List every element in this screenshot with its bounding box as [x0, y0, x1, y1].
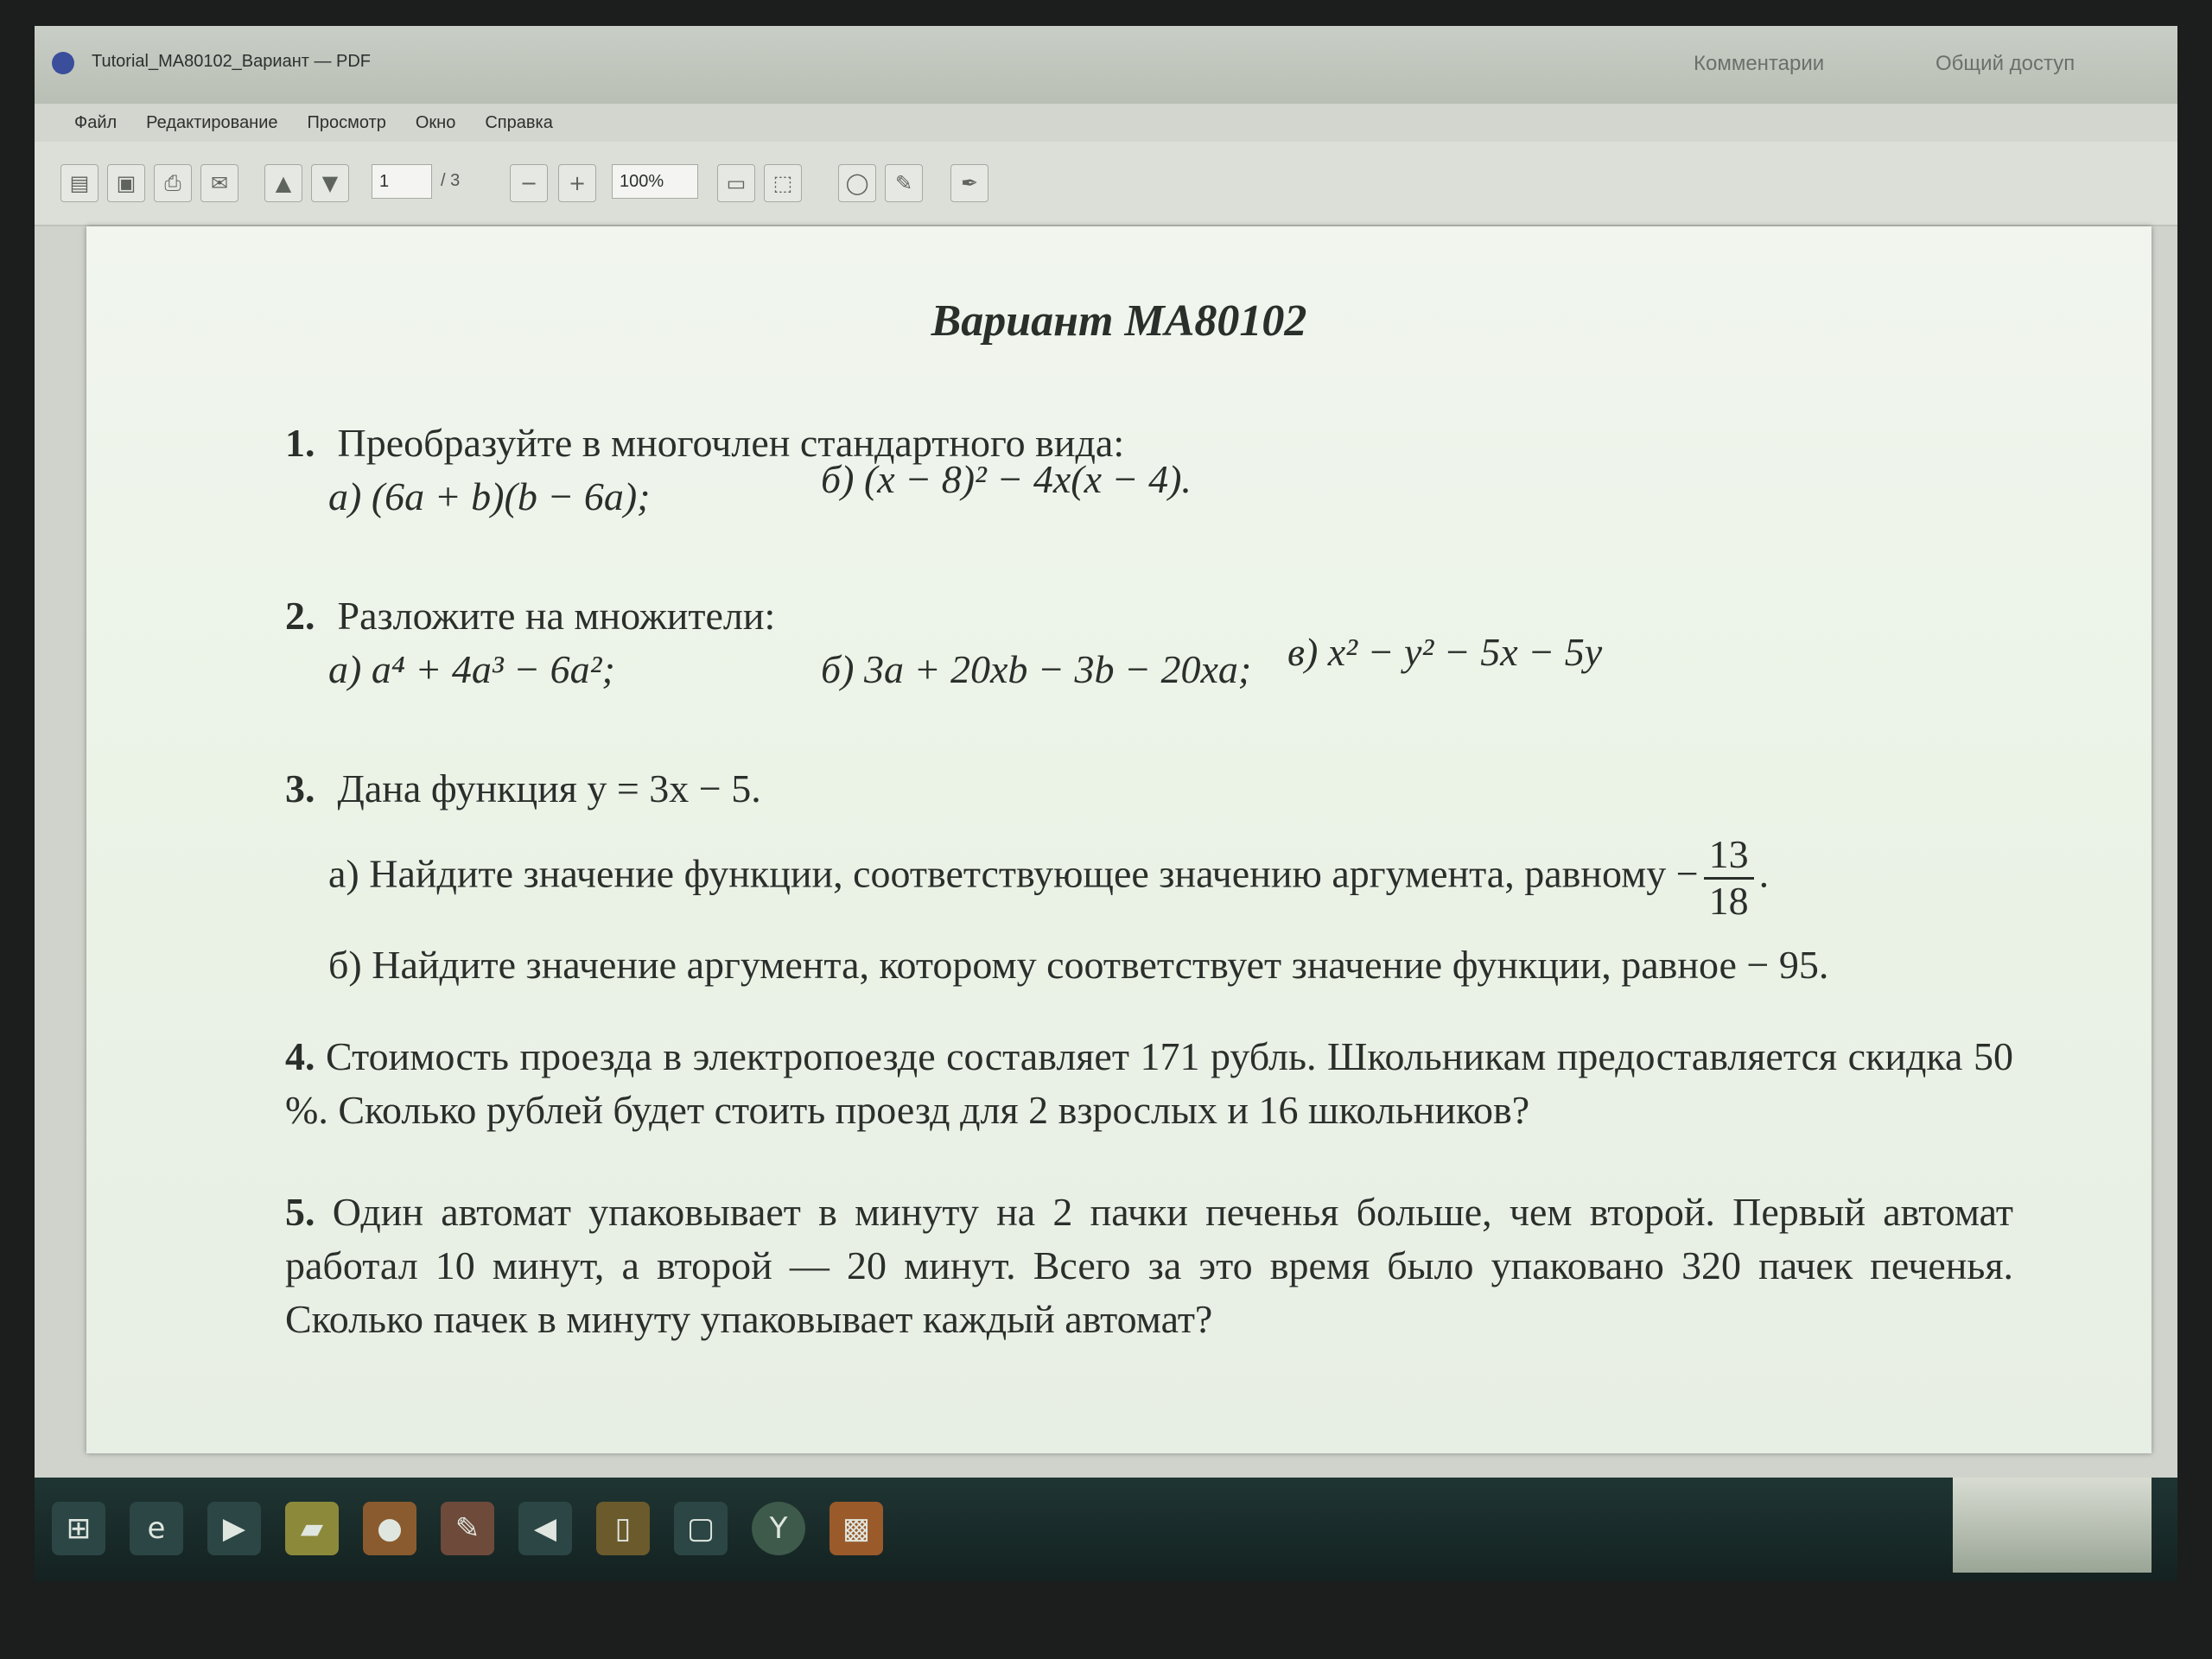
menu-help[interactable]: Справка: [485, 112, 553, 132]
menu-bar: [35, 104, 2177, 142]
task-3: [285, 762, 2013, 992]
task-number: 4.: [285, 1034, 315, 1078]
zoom-in-button[interactable]: +: [558, 164, 596, 202]
folder-icon[interactable]: ▰: [285, 1502, 339, 1555]
window-thumbnail[interactable]: [1953, 1478, 2152, 1573]
task-text: Преобразуйте в многочлен стандартного вида:: [337, 421, 1125, 465]
task-option: б) 3a + 20xb − 3b − 20xa;: [821, 647, 1252, 692]
task-subitem-b: б) Найдите значение аргумента, которому соответствует значение функции, равное − 95.: [328, 943, 1829, 988]
start-icon[interactable]: ⊞: [52, 1502, 105, 1555]
window-switch-icon[interactable]: ▢: [674, 1502, 728, 1555]
window-title: Tutorial_MA80102_Вариант — PDF: [92, 52, 372, 71]
fraction-numerator: 13: [1704, 833, 1754, 880]
task-4: [285, 1030, 2013, 1137]
menu-edit[interactable]: Редактирование: [146, 112, 278, 132]
app-logo-icon: [52, 52, 74, 74]
subitem-text: а) Найдите значение функции, соответствующее значению аргумента, равному −: [328, 851, 1699, 896]
task-text: Разложите на множители:: [337, 594, 776, 638]
sign-icon[interactable]: ✒: [950, 164, 988, 202]
page-number-input[interactable]: 1: [372, 164, 432, 199]
prev-page-icon[interactable]: ▲: [264, 164, 302, 202]
menu-window[interactable]: Окно: [415, 112, 456, 132]
document-viewport[interactable]: [35, 226, 2177, 1478]
task-2: [285, 589, 2013, 703]
task-5: [285, 1185, 2013, 1346]
page-total: / 3: [441, 171, 461, 190]
pdf-reader-icon[interactable]: ▩: [830, 1502, 883, 1555]
task-option: в) x² − y² − 5x − 5y: [1287, 630, 1603, 675]
task-number: 3.: [285, 766, 315, 810]
browser-icon[interactable]: ●: [363, 1502, 416, 1555]
task-option: а) a⁴ + 4a³ − 6a²;: [328, 647, 615, 692]
task-text: Дана функция y = 3x − 5.: [337, 766, 761, 810]
print-icon[interactable]: ⎙: [154, 164, 192, 202]
highlight-icon[interactable]: ✎: [885, 164, 923, 202]
document-page: [86, 226, 2152, 1453]
fit-width-icon[interactable]: ⬚: [764, 164, 802, 202]
notes-icon[interactable]: ▯: [596, 1502, 650, 1555]
task-subitem-a: а) Найдите значение функции, соответствующее значению аргумента, равному − $\frac{13}{18}$ .: [328, 832, 1770, 923]
zoom-level-input[interactable]: 100%: [612, 164, 698, 199]
fraction: [1704, 833, 1754, 923]
task-option: б) (x − 8)² − 4x(x − 4).: [821, 457, 1192, 502]
ie-icon[interactable]: e: [130, 1502, 183, 1555]
task-number: 5.: [285, 1190, 315, 1234]
taskbar: [35, 1478, 2177, 1581]
menu-view[interactable]: Просмотр: [307, 112, 386, 132]
yandex-icon[interactable]: Y: [752, 1502, 805, 1555]
next-page-icon[interactable]: ▼: [311, 164, 349, 202]
paint-icon[interactable]: ✎: [441, 1502, 494, 1555]
open-file-icon[interactable]: ▤: [60, 164, 99, 202]
task-text: Один автомат упаковывает в минуту на 2 пачки печенья больше, чем второй. Первый автомат работал 10 минут, а второй — 20 минут. Всего за это время было упаковано 320 пачек печенья. Сколько пачек в минуту упаковывает каждый автомат?: [285, 1190, 2014, 1342]
pdf-viewer-window: [35, 26, 2177, 1478]
fraction-denominator: 18: [1708, 878, 1749, 923]
fit-page-icon[interactable]: ▭: [717, 164, 755, 202]
comment-icon[interactable]: ◯: [838, 164, 876, 202]
task-number: 2.: [285, 594, 315, 638]
task-1: [285, 416, 2013, 531]
variant-title: Вариант МА80102: [931, 296, 1307, 346]
toolbar: [35, 142, 2177, 226]
email-icon[interactable]: ✉: [200, 164, 238, 202]
zoom-out-button[interactable]: −: [510, 164, 548, 202]
comments-link[interactable]: Комментарии: [1694, 52, 1825, 75]
task-option: а) (6a + b)(b − 6a);: [328, 474, 651, 519]
sound-icon[interactable]: ◀: [518, 1502, 572, 1555]
title-bar: [35, 26, 2177, 104]
monitor-screen: [35, 26, 2177, 1581]
share-link[interactable]: Общий доступ: [1936, 52, 2075, 75]
media-player-icon[interactable]: ▶: [207, 1502, 261, 1555]
menu-file[interactable]: Файл: [74, 112, 118, 132]
save-icon[interactable]: ▣: [107, 164, 145, 202]
task-text: Стоимость проезда в электропоезде составляет 171 рубль. Школьникам предоставляется скидка 50 %. Сколько рублей будет стоить проезд для 2 взрослых и 16 школьников?: [285, 1034, 2013, 1133]
task-number: 1.: [285, 421, 315, 465]
